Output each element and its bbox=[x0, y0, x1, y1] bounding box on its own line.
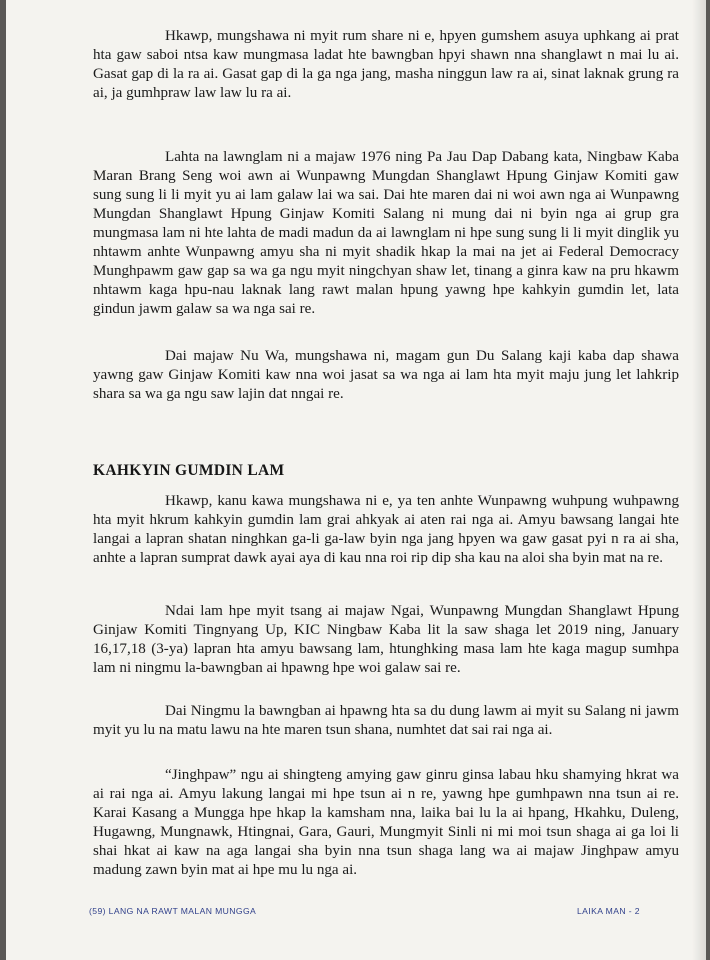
paragraph-6: Dai Ningmu la bawngban ai hpawng hta sa du dung lawm ai myit su Salang ni jawm myit yu lu na matu lawu na hte maren tsun shana, numhtet dat sai rai nga ai. bbox=[93, 703, 679, 738]
paragraph-2: Lahta na lawnglam ni a majaw 1976 ning Pa Jau Dap Dabang kata, Ningbaw Kaba Maran Brang Seng woi awn ai Wunpawng Mungdan Shanglawt Hpung Ginjaw Komiti gaw sung sung li li myit yu ai lam galaw lai wa sai. Dai hte maren dai ni woi awn nga ai Wunpawng Mungdan Shanglawt Hpung Ginjaw Komiti Salang ni mung dai ni byin nga ai grup gra mungmasa lam ni hte lahta de madi madun da ai lawnglam ni hpe sung sung li li myit dinglik yu nhtawm anhte Wunpawng amyu sha ni myit shadik hkap la mai na jet ai Federal Democracy Munghpawm gaw gap sa wa ga ngu myit ningchyan shaw let, tinang a ginra kaw na pru hkawm nhtawm kaga hpu-nau laknak lang rawt malan hpung yawng hpe kahkyin gumdin let, lata gindun jawm galaw sa wa nga sai re. bbox=[93, 149, 679, 317]
paragraph-7: “Jinghpaw” ngu ai shingteng amying gaw ginru ginsa labau hku shamying hkrat wa ai rai nga ai. Amyu lakung langai mi hpe tsun ai n re, yawng hpe gumhpawn nna tsun ai re. Karai Kasang a Mungga hpe hkap la kamsham nna, laika bai lu la ai hpang, Hkahku, Duleng, Hugawng, Mungnawk, Htingnai, Gara, Gauri, Mungmyit Sinli ni mi moi tsun shaga ai ga loi li shai hkat ai kaw na aga langai sha byin nna tsun shaga lang wa ai majaw Jinghpaw amyu madung zawn byin mat ai hpe mu lu nga ai. bbox=[93, 767, 679, 878]
footer-page-label: LAIKA MAN - 2 bbox=[577, 906, 640, 916]
paragraph-1: Hkawp, mungshawa ni myit rum share ni e, hpyen gumshem asuya uphkang ai prat hta gaw saboi ntsa kaw mungmasa ladat hte bawngban hpyi shawn nna shanglawt n mai lu ai. Gasat gap di la ra ai. Gasat gap di la ga nga jang, masha ninggun law ra ai, sinat laknak grung ra ai, ja gumhpraw law law lu ra ai. bbox=[93, 28, 679, 101]
document-page bbox=[6, 0, 706, 960]
paragraph-5: Ndai lam hpe myit tsang ai majaw Ngai, Wunpawng Mungdan Shanglawt Hpung Ginjaw Komiti Tingnyang Up, KIC Ningbaw Kaba lit la saw shaga let 2019 ning, January 16,17,18 (3-ya) lapran hta amyu bawsang lam, htunghking masa lam hte kaga magup sumhpa lam ni ningmu la-bawngban ai hpawng hpe woi galaw sai re. bbox=[93, 603, 679, 676]
footer-book-title: (59) LANG NA RAWT MALAN MUNGGA bbox=[89, 906, 257, 916]
section-heading: KAHKYIN GUMDIN LAM bbox=[93, 462, 285, 479]
paragraph-3: Dai majaw Nu Wa, mungshawa ni, magam gun Du Salang kaji kaba dap shawa yawng gaw Ginjaw Komiti kaw nna woi jasat sa wa nga ai lam hta myit maju jung let lahkrip shara sa wa ga ngu saw lajin dat nngai re. bbox=[93, 348, 679, 402]
paragraph-4: Hkawp, kanu kawa mungshawa ni e, ya ten anhte Wunpawng wuhpung wuhpawng hta myit hkrum kahkyin gumdin lam grai ahkyak ai aten rai nga ai. Amyu bawsang langai hte langai a lapran shatan ninghkan ga-li ga-law byin nga jang hpyen wa gaw gasat pyi n ra ai sha, anhte a lapran sumprat dawk ayai aya di kau nna roi rip dip sha kau na aloi sha byin mat na re. bbox=[93, 493, 679, 566]
